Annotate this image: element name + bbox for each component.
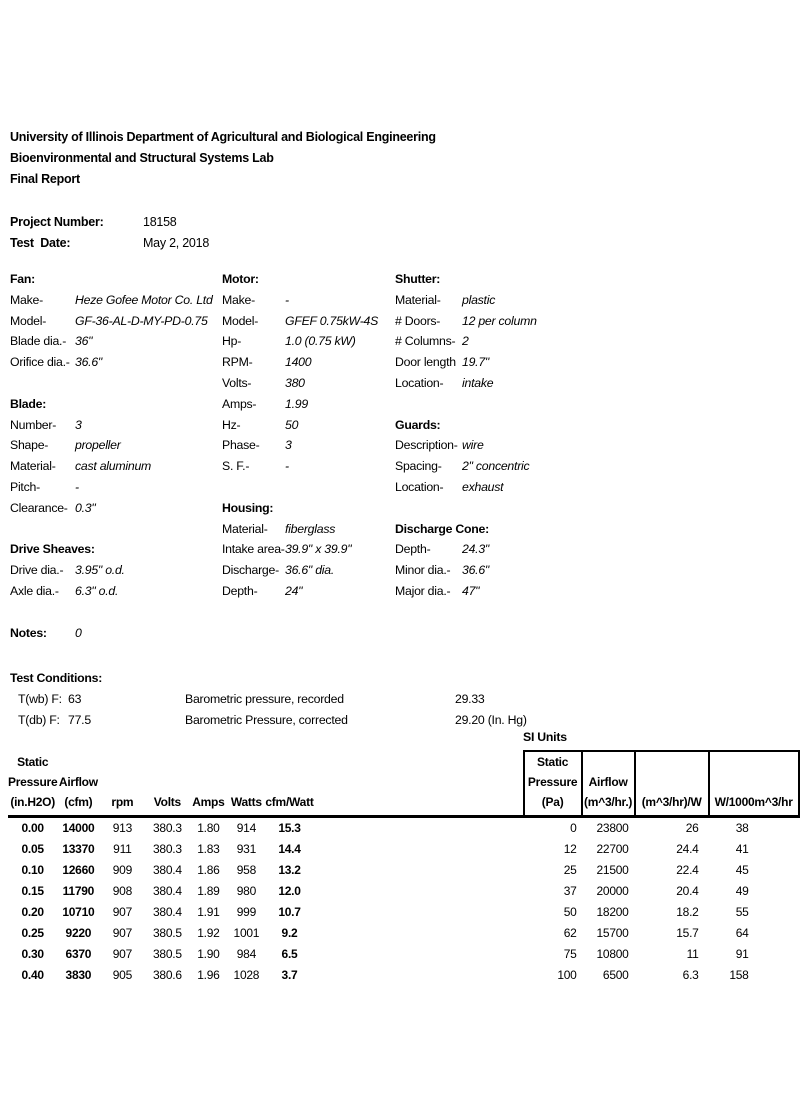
spec-label: Model- bbox=[222, 313, 259, 328]
cell-m3hr: 18200 bbox=[596, 905, 629, 919]
twb-value: 63 bbox=[68, 692, 82, 706]
spec-row bbox=[395, 314, 600, 335]
spec-value: 24" bbox=[285, 583, 303, 598]
cell-cfm_watt: 10.7 bbox=[278, 905, 301, 919]
cell-gap bbox=[314, 860, 524, 881]
spec-label: Make- bbox=[10, 292, 43, 307]
col-header-amps: Amps bbox=[189, 751, 227, 817]
spec-row bbox=[395, 334, 600, 355]
spec-column-fan-blade-sheaves bbox=[10, 272, 222, 646]
spec-label: Shape- bbox=[10, 438, 49, 453]
spec-label: RPM- bbox=[222, 355, 253, 370]
spec-value: 3 bbox=[285, 438, 292, 453]
spec-value: intake bbox=[462, 375, 494, 390]
spec-label: Clearance- bbox=[10, 500, 68, 515]
spec-row bbox=[395, 376, 600, 397]
spec-value: 19.7" bbox=[462, 355, 490, 370]
table-row bbox=[8, 881, 799, 902]
spec-row bbox=[10, 438, 222, 459]
spec-column-motor-housing bbox=[222, 272, 395, 605]
col-header-airflow-m3hr: Airflow (m^3/hr.) bbox=[582, 751, 635, 817]
spec-value: 6.3" o.d. bbox=[75, 583, 119, 598]
cell-cfm_watt: 13.2 bbox=[278, 863, 301, 877]
spec-value: Heze Gofee Motor Co. Ltd bbox=[75, 292, 213, 307]
spec-value: 1400 bbox=[285, 355, 312, 370]
test-conditions-row bbox=[10, 710, 527, 731]
spec-value: 3 bbox=[75, 417, 82, 432]
spec-column-shutter-guards-cone bbox=[395, 272, 600, 605]
cell-sp: 0.40 bbox=[21, 968, 44, 982]
baro-recorded-value: 29.33 bbox=[455, 692, 485, 706]
cell-rpm: 908 bbox=[112, 884, 133, 898]
spec-label: Volts- bbox=[222, 375, 252, 390]
spec-row bbox=[222, 293, 395, 314]
spec-row bbox=[222, 376, 395, 397]
spacer-row bbox=[395, 397, 600, 418]
spec-row bbox=[395, 355, 600, 376]
spec-label: Material- bbox=[222, 521, 268, 536]
spec-row bbox=[222, 418, 395, 439]
cell-rpm: 913 bbox=[112, 821, 133, 835]
cell-gap bbox=[314, 817, 524, 840]
cell-sp: 0.00 bbox=[21, 821, 44, 835]
cell-cfm: 10710 bbox=[62, 905, 95, 919]
cell-volts: 380.3 bbox=[152, 821, 182, 835]
project-number-row bbox=[10, 212, 209, 233]
spec-value: exhaust bbox=[462, 479, 504, 494]
spec-label: Make- bbox=[222, 292, 255, 307]
cell-cfm: 12660 bbox=[62, 863, 95, 877]
spec-row bbox=[10, 459, 222, 480]
spec-label: Material- bbox=[10, 459, 56, 474]
cell-pa: 12 bbox=[563, 842, 577, 856]
cell-rpm: 909 bbox=[112, 863, 133, 877]
section-heading-row bbox=[395, 272, 600, 293]
table-row bbox=[8, 902, 799, 923]
spec-value: 1.0 (0.75 kW) bbox=[285, 334, 356, 349]
section-heading: Blade: bbox=[10, 396, 47, 411]
spec-value: 36.6" bbox=[75, 355, 103, 370]
spec-row bbox=[10, 418, 222, 439]
spec-label: Phase- bbox=[222, 438, 260, 453]
spec-label: Door length bbox=[395, 355, 456, 370]
test-conditions bbox=[10, 668, 527, 731]
cell-watts: 984 bbox=[236, 947, 257, 961]
spec-value: - bbox=[75, 479, 79, 494]
spec-row bbox=[222, 397, 395, 418]
cell-rpm: 907 bbox=[112, 947, 133, 961]
table-row bbox=[8, 965, 799, 986]
section-heading-row bbox=[395, 522, 600, 543]
cell-w1000: 38 bbox=[735, 821, 749, 835]
spec-value: 12 per column bbox=[462, 313, 537, 328]
cell-w1000: 55 bbox=[735, 905, 749, 919]
col-header-volts: Volts bbox=[145, 751, 189, 817]
cell-watts: 1001 bbox=[233, 926, 260, 940]
col-header-rpm: rpm bbox=[99, 751, 145, 817]
cell-watts: 931 bbox=[236, 842, 257, 856]
table-row bbox=[8, 860, 799, 881]
spec-value: 0.3" bbox=[75, 500, 96, 515]
cell-volts: 380.4 bbox=[152, 884, 182, 898]
spec-row bbox=[395, 459, 600, 480]
spec-row bbox=[10, 563, 222, 584]
report-title: Final Report bbox=[10, 172, 80, 186]
spec-row bbox=[395, 542, 600, 563]
cell-amps: 1.92 bbox=[197, 926, 220, 940]
tdb-label: T(db) F: bbox=[18, 713, 60, 727]
spec-label: Number- bbox=[10, 417, 57, 432]
cell-rpm: 907 bbox=[112, 926, 133, 940]
spec-row bbox=[222, 438, 395, 459]
cell-volts: 380.3 bbox=[152, 842, 182, 856]
col-header-static-pressure-in: Static Pressure (in.H2O) bbox=[8, 751, 57, 817]
spec-row bbox=[222, 355, 395, 376]
spec-row bbox=[395, 584, 600, 605]
spec-row bbox=[222, 334, 395, 355]
section-heading: Drive Sheaves: bbox=[10, 542, 95, 557]
project-info bbox=[10, 212, 209, 254]
cell-volts: 380.4 bbox=[152, 863, 182, 877]
spec-label: Depth- bbox=[395, 542, 431, 557]
spec-row bbox=[10, 355, 222, 376]
cell-gap bbox=[314, 881, 524, 902]
spec-value: 1.99 bbox=[285, 396, 308, 411]
cell-m3hr_w: 26 bbox=[685, 821, 699, 835]
si-units-caption: SI Units bbox=[523, 730, 567, 744]
cell-m3hr: 21500 bbox=[596, 863, 629, 877]
baro-recorded-label: Barometric pressure, recorded bbox=[185, 692, 344, 706]
spec-value: plastic bbox=[462, 292, 496, 307]
spec-row bbox=[395, 563, 600, 584]
cell-volts: 380.5 bbox=[152, 926, 182, 940]
spec-value: wire bbox=[462, 438, 484, 453]
spec-label: Location- bbox=[395, 479, 444, 494]
col-header-w-per-1000m3hr: W/1000m^3/hr bbox=[709, 751, 799, 817]
cell-sp: 0.10 bbox=[21, 863, 44, 877]
cell-m3hr_w: 6.3 bbox=[682, 968, 699, 982]
section-heading: Motor: bbox=[222, 272, 259, 286]
spec-row bbox=[395, 293, 600, 314]
spec-label: Hp- bbox=[222, 334, 242, 349]
cell-cfm_watt: 6.5 bbox=[281, 947, 298, 961]
cell-m3hr_w: 22.4 bbox=[676, 863, 699, 877]
cell-gap bbox=[314, 902, 524, 923]
table-row bbox=[8, 944, 799, 965]
spec-row bbox=[222, 563, 395, 584]
cell-pa: 75 bbox=[563, 947, 577, 961]
cell-cfm: 11790 bbox=[62, 884, 95, 898]
cell-sp: 0.15 bbox=[21, 884, 44, 898]
project-number-label: Project Number: bbox=[10, 215, 104, 229]
cell-w1000: 45 bbox=[735, 863, 749, 877]
spec-label: Depth- bbox=[222, 583, 258, 598]
spec-label: # Columns- bbox=[395, 334, 456, 349]
cell-pa: 25 bbox=[563, 863, 577, 877]
cell-cfm_watt: 14.4 bbox=[278, 842, 301, 856]
spec-value: 36" bbox=[75, 334, 93, 349]
cell-amps: 1.86 bbox=[197, 863, 220, 877]
spacer-row bbox=[395, 501, 600, 522]
cell-sp: 0.30 bbox=[21, 947, 44, 961]
section-heading: Shutter: bbox=[395, 272, 441, 286]
cell-cfm: 3830 bbox=[65, 968, 92, 982]
cell-cfm: 9220 bbox=[65, 926, 92, 940]
section-heading-row bbox=[10, 272, 222, 293]
spec-label: Discharge- bbox=[222, 563, 279, 578]
spec-value: fiberglass bbox=[285, 521, 336, 536]
cell-w1000: 41 bbox=[735, 842, 749, 856]
cell-sp: 0.25 bbox=[21, 926, 44, 940]
spec-value: 36.6" dia. bbox=[285, 563, 335, 578]
cell-m3hr_w: 18.2 bbox=[676, 905, 699, 919]
cell-amps: 1.91 bbox=[197, 905, 220, 919]
spec-row bbox=[10, 293, 222, 314]
cell-sp: 0.20 bbox=[21, 905, 44, 919]
spec-row bbox=[10, 501, 222, 522]
spec-label: Minor dia.- bbox=[395, 563, 451, 578]
spec-row bbox=[222, 314, 395, 335]
spec-row bbox=[10, 314, 222, 335]
spec-label: Drive dia.- bbox=[10, 563, 64, 578]
spec-label: Axle dia.- bbox=[10, 583, 59, 598]
cell-cfm: 6370 bbox=[65, 947, 92, 961]
spec-value: 380 bbox=[285, 375, 305, 390]
col-header-watts: Watts bbox=[227, 751, 265, 817]
cell-volts: 380.4 bbox=[152, 905, 182, 919]
spec-value: propeller bbox=[75, 438, 121, 453]
cell-cfm_watt: 9.2 bbox=[281, 926, 298, 940]
spec-value: cast aluminum bbox=[75, 459, 152, 474]
test-date-value: May 2, 2018 bbox=[143, 236, 210, 250]
section-heading: Fan: bbox=[10, 272, 35, 286]
cell-watts: 914 bbox=[236, 821, 257, 835]
cell-amps: 1.83 bbox=[197, 842, 220, 856]
spec-value: 3.95" o.d. bbox=[75, 563, 125, 578]
spec-row bbox=[395, 438, 600, 459]
cell-m3hr_w: 24.4 bbox=[676, 842, 699, 856]
cell-volts: 380.6 bbox=[152, 968, 182, 982]
spec-label: Material- bbox=[395, 292, 441, 307]
cell-amps: 1.90 bbox=[197, 947, 220, 961]
cell-rpm: 905 bbox=[112, 968, 133, 982]
cell-w1000: 91 bbox=[735, 947, 749, 961]
cell-m3hr_w: 11 bbox=[686, 947, 699, 961]
spec-label: Model- bbox=[10, 313, 47, 328]
spec-label: # Doors- bbox=[395, 313, 441, 328]
cell-cfm_watt: 15.3 bbox=[278, 821, 301, 835]
spec-value: GFEF 0.75kW-4S bbox=[285, 313, 379, 328]
cell-cfm: 14000 bbox=[62, 821, 95, 835]
cell-gap bbox=[314, 965, 524, 986]
spec-row bbox=[10, 334, 222, 355]
spec-row bbox=[395, 480, 600, 501]
test-date-label: Test Date: bbox=[10, 236, 71, 250]
cell-m3hr_w: 15.7 bbox=[676, 926, 699, 940]
spec-value: 47" bbox=[462, 583, 480, 598]
section-heading: Discharge Cone: bbox=[395, 521, 489, 536]
spec-label: Description- bbox=[395, 438, 458, 453]
spec-value: 0 bbox=[75, 625, 82, 640]
cell-amps: 1.96 bbox=[197, 968, 220, 982]
spec-value: 36.6" bbox=[462, 563, 490, 578]
spec-row bbox=[222, 522, 395, 543]
spec-label: S. F.- bbox=[222, 459, 250, 474]
table-gap bbox=[314, 751, 524, 817]
cell-sp: 0.05 bbox=[21, 842, 44, 856]
tdb-value: 77.5 bbox=[68, 713, 91, 727]
section-heading-row bbox=[222, 501, 395, 522]
spacer-row bbox=[222, 480, 395, 501]
cell-w1000: 49 bbox=[735, 884, 749, 898]
cell-rpm: 911 bbox=[113, 842, 132, 856]
cell-pa: 0 bbox=[570, 821, 577, 835]
spec-row bbox=[10, 480, 222, 501]
spec-row bbox=[10, 584, 222, 605]
spec-value: 2 bbox=[462, 334, 469, 349]
cell-cfm: 13370 bbox=[62, 842, 95, 856]
spec-label: Spacing- bbox=[395, 459, 442, 474]
cell-gap bbox=[314, 944, 524, 965]
baro-corrected-value: 29.20 (In. Hg) bbox=[455, 713, 527, 727]
spec-label: Location- bbox=[395, 375, 444, 390]
table-row bbox=[8, 839, 799, 860]
cell-m3hr: 20000 bbox=[596, 884, 629, 898]
spec-label: Amps- bbox=[222, 396, 257, 411]
cell-m3hr: 22700 bbox=[596, 842, 629, 856]
cell-pa: 100 bbox=[557, 968, 577, 982]
cell-amps: 1.89 bbox=[197, 884, 220, 898]
spec-label: Orifice dia.- bbox=[10, 355, 70, 370]
cell-gap bbox=[314, 923, 524, 944]
cell-m3hr_w: 20.4 bbox=[676, 884, 699, 898]
section-heading-row bbox=[10, 542, 222, 563]
table-header-row bbox=[8, 751, 799, 817]
spec-label: Hz- bbox=[222, 417, 241, 432]
lab-title: Bioenvironmental and Structural Systems Lab bbox=[10, 151, 274, 165]
cell-m3hr: 23800 bbox=[596, 821, 629, 835]
cell-volts: 380.5 bbox=[152, 947, 182, 961]
spec-label: Blade dia.- bbox=[10, 334, 67, 349]
spacer-row bbox=[10, 605, 222, 626]
section-heading-row bbox=[10, 397, 222, 418]
cell-w1000: 64 bbox=[735, 926, 749, 940]
cell-pa: 37 bbox=[563, 884, 577, 898]
test-conditions-heading: Test Conditions: bbox=[10, 671, 103, 685]
cell-m3hr: 6500 bbox=[602, 968, 629, 982]
fan-performance-table bbox=[8, 750, 800, 986]
test-conditions-row bbox=[10, 689, 527, 710]
spacer-row bbox=[10, 522, 222, 543]
spacer-row bbox=[10, 376, 222, 397]
table-row bbox=[8, 923, 799, 944]
section-heading: Guards: bbox=[395, 417, 441, 432]
cell-cfm_watt: 12.0 bbox=[278, 884, 301, 898]
col-header-m3hr-per-w: (m^3/hr)/W bbox=[635, 751, 709, 817]
baro-corrected-label: Barometric Pressure, corrected bbox=[185, 713, 348, 727]
spec-value: - bbox=[285, 459, 289, 474]
spec-row bbox=[222, 542, 395, 563]
test-date-row bbox=[10, 233, 209, 254]
document-header bbox=[10, 127, 436, 190]
section-heading-row bbox=[395, 418, 600, 439]
spec-label: Notes: bbox=[10, 625, 47, 640]
cell-w1000: 158 bbox=[729, 968, 749, 982]
section-heading-row bbox=[222, 272, 395, 293]
col-header-cfm-per-watt: cfm/Watt bbox=[265, 751, 313, 817]
org-title: University of Illinois Department of Agricultural and Biological Engineering bbox=[10, 130, 436, 144]
cell-rpm: 907 bbox=[112, 905, 133, 919]
cell-watts: 999 bbox=[236, 905, 257, 919]
spec-value: 39.9" x 39.9" bbox=[285, 542, 352, 557]
cell-watts: 958 bbox=[236, 863, 257, 877]
cell-watts: 1028 bbox=[233, 968, 260, 982]
cell-cfm_watt: 3.7 bbox=[281, 968, 298, 982]
spec-label: Intake area- bbox=[222, 542, 285, 557]
cell-pa: 50 bbox=[563, 905, 577, 919]
spec-row bbox=[222, 584, 395, 605]
spec-value: 24.3" bbox=[462, 542, 490, 557]
spec-value: 2" concentric bbox=[462, 459, 530, 474]
cell-amps: 1.80 bbox=[197, 821, 220, 835]
cell-gap bbox=[314, 839, 524, 860]
spec-label: Pitch- bbox=[10, 479, 40, 494]
project-number-value: 18158 bbox=[143, 215, 177, 229]
spec-row bbox=[222, 459, 395, 480]
spec-row bbox=[10, 626, 222, 647]
spec-value: 50 bbox=[285, 417, 299, 432]
cell-m3hr: 10800 bbox=[596, 947, 629, 961]
cell-m3hr: 15700 bbox=[596, 926, 629, 940]
cell-pa: 62 bbox=[563, 926, 577, 940]
twb-label: T(wb) F: bbox=[18, 692, 62, 706]
table-row bbox=[8, 817, 799, 840]
spec-value: - bbox=[285, 292, 289, 307]
col-header-airflow-cfm: Airflow (cfm) bbox=[57, 751, 99, 817]
spec-value: GF-36-AL-D-MY-PD-0.75 bbox=[75, 313, 208, 328]
section-heading: Housing: bbox=[222, 500, 274, 515]
col-header-static-pressure-pa: Static Pressure (Pa) bbox=[524, 751, 582, 817]
spec-label: Major dia.- bbox=[395, 583, 451, 598]
cell-watts: 980 bbox=[236, 884, 257, 898]
